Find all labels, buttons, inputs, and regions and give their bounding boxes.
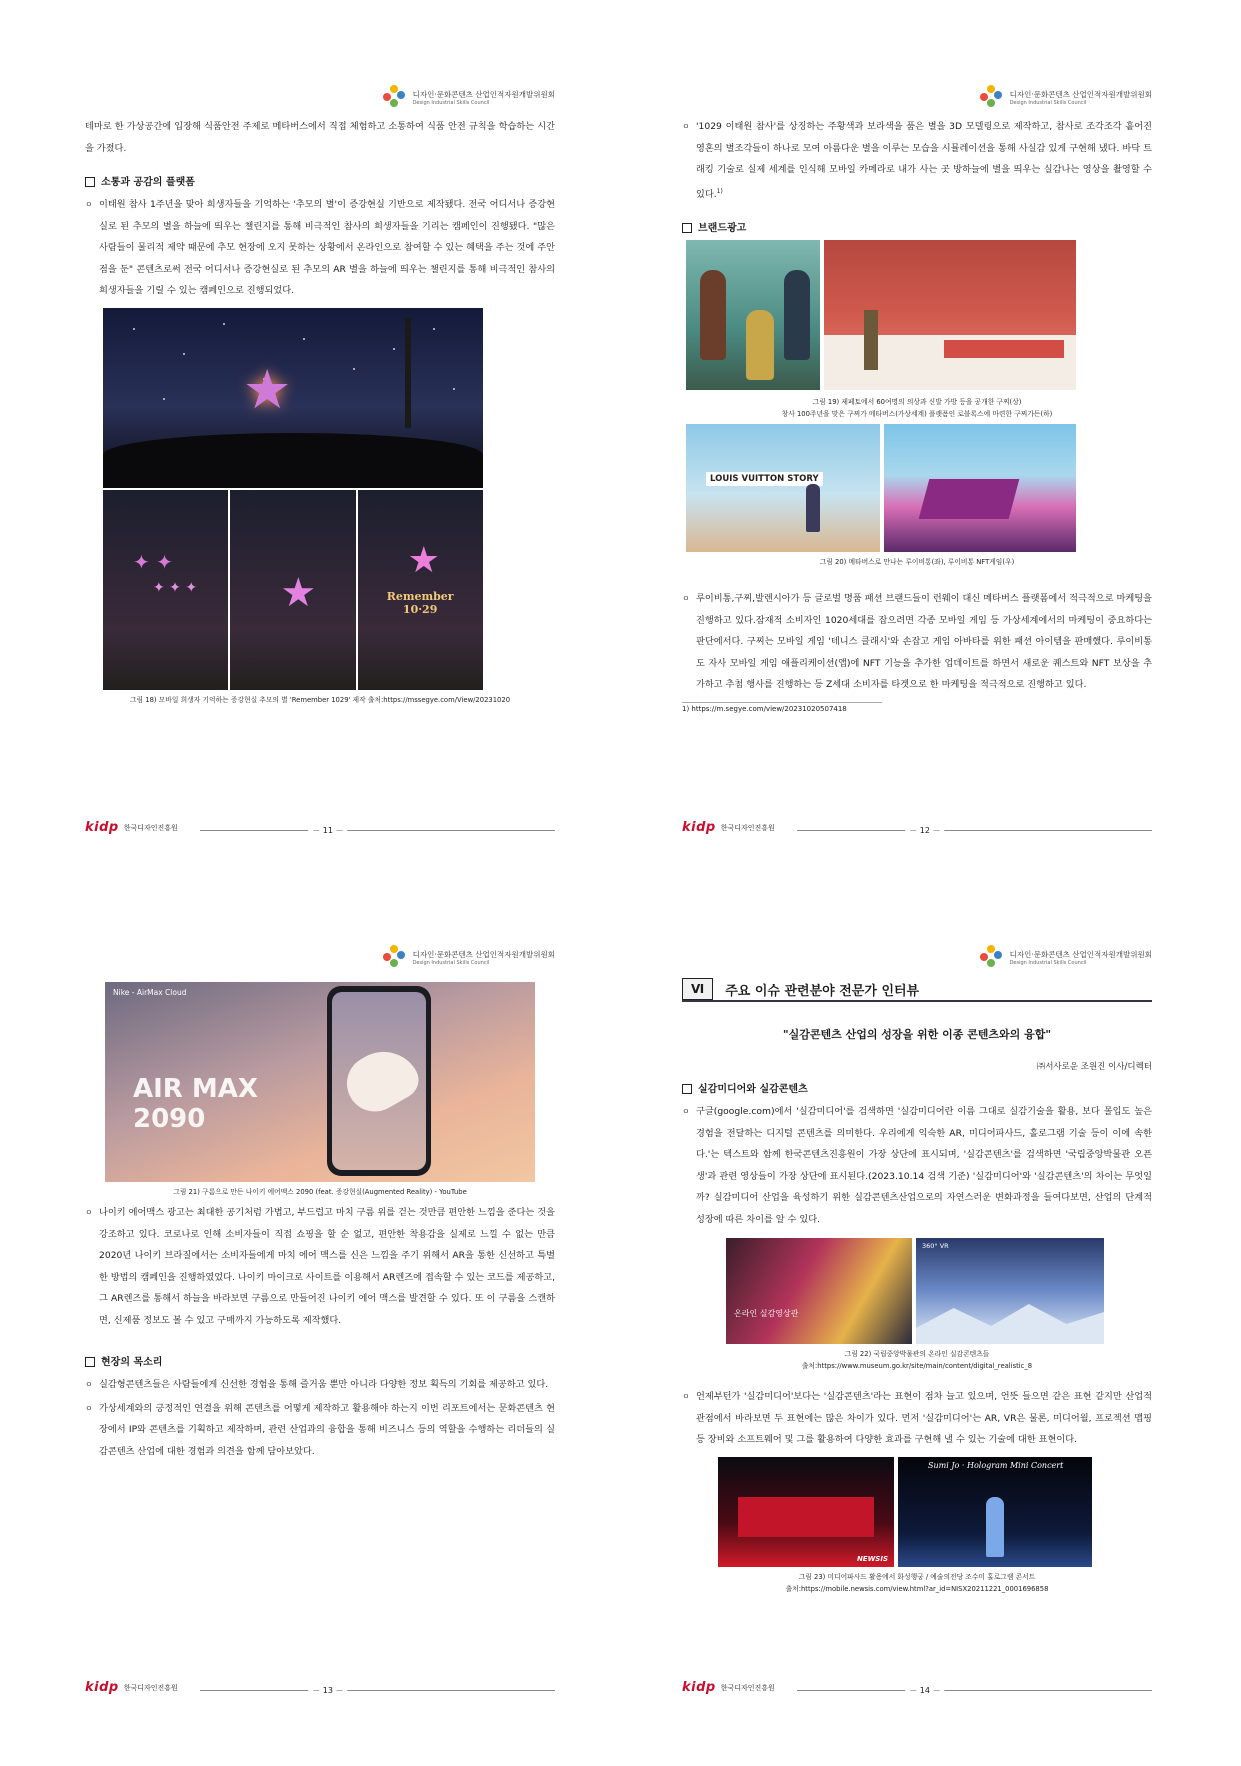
lv-sign: LOUIS VUITTON STORY bbox=[706, 472, 823, 486]
img-title-1: AIR MAX bbox=[133, 1074, 258, 1104]
gucci-images bbox=[686, 240, 1152, 390]
page-footer: kidp 한국디자인진흥원 － 12 － bbox=[682, 820, 1152, 840]
section-heading: 실감미디어와 실감콘텐츠 bbox=[682, 1080, 1152, 1095]
footnote-mark: 1) bbox=[716, 187, 723, 195]
bullet-paragraph: ㅇ 나이키 에어맥스 광고는 최대한 공기처럼 가볍고, 부드럽고 마치 구름 위를 걷는 것만큼 편안한 느낌을 준다는 것을 강조하고 있다. 코로나로 인해 소비자들이 직접 쇼핑을 할 순 없고, 편안한 착용감을 실제로 느낄 수 없는 만큼 2020년 나이키 브라질에서는 소비자들에게 마치 에어 맥스를 신은 느낌을 주기 위해서 AR을 통한 신선하고 특별한 방법의 캠페인을 진행하였었다. 나이키 마이크로 사이트를 이용해서 AR렌즈에 접속할 수 있는 코드를 제공하고, 그 AR렌즈를 통해서 하늘을 바라보면 구름으로 만들어진 나이키 에어 맥스를 발견할 수 있다. 또 이 구름을 스캔하면, 신제품 정보도 볼 수 있고 구매까지 가능하도록 제작했다. bbox=[85, 1202, 555, 1331]
page-number: － 13 － bbox=[308, 1685, 347, 1696]
page-number: － 11 － bbox=[308, 825, 347, 836]
council-logo-icon bbox=[383, 85, 407, 109]
img-title-2: 2090 bbox=[133, 1104, 206, 1134]
chapter-title: 주요 이슈 관련분야 전문가 인터뷰 bbox=[725, 983, 920, 999]
vr-landscape-image: 360° VR bbox=[916, 1238, 1104, 1344]
bullet-paragraph: ㅇ 구글(google.com)에서 '실감미디어'를 검색하면 '실감미디어란 이름 그대로 실감기술을 활용, 보다 몰입도 높은 경험을 전달하는 디지털 콘텐츠를 의미한다. 우리에게 익숙한 AR, 미디어파사드, 홀로그램 기술 등이 이에 속한다.'는 텍스트와 함께 한국콘텐츠진흥원이 가장 상단에 표시되며, '실감콘텐츠'를 검색하면 '국립중앙박물관 오픈생'과 관련 영상들이 가장 상단에 표시된다.(2023.10.14 검색 기준) '실감미디어'와 '실감콘텐츠'의 차이는 무엇일까? 실감미디어 산업을 육성하기 위한 실감콘텐츠산업으로의 자연스러운 변화과정을 들여다보면, 산업의 단계적 성장에 따른 차이를 알 수 있다. bbox=[682, 1101, 1152, 1230]
lv-nft-game-image bbox=[884, 424, 1076, 552]
figure-caption: 그림 23) 미디어파사드 활용에서 화성행궁 / 예술의전당 조수미 홀로그램 콘서트 bbox=[798, 1572, 1036, 1581]
section-heading: 소통과 공감의 플랫폼 bbox=[85, 173, 555, 188]
louis-vuitton-images bbox=[686, 424, 1152, 552]
page-header bbox=[383, 85, 555, 109]
council-logo-icon bbox=[383, 945, 407, 969]
museum-images bbox=[726, 1238, 1152, 1344]
intro-paragraph: 테마로 한 가상공간에 입장해 식품안전 주제로 메타버스에서 직접 체험하고 소통하여 식품 안전 규칙을 학습하는 시간을 가졌다. bbox=[85, 121, 555, 154]
page-footer: kidp 한국디자인진흥원 － 13 － bbox=[85, 1680, 555, 1700]
smartphone bbox=[327, 986, 431, 1176]
page-13 bbox=[85, 940, 555, 1700]
lv-metaverse-image bbox=[686, 424, 880, 552]
footnote: 1) https://m.segye.com/view/20231020507418 bbox=[682, 702, 882, 713]
header-org-en: Design Industrial Skills Council bbox=[412, 99, 490, 106]
council-logo-icon bbox=[980, 945, 1004, 969]
bullet-paragraph: ㅇ 루이비통,구찌,발렌시아가 등 글로벌 명품 패션 브랜드들이 런웨이 대신 메타버스 플랫폼에서 적극적으로 마케팅을 진행하고 있다.잠재적 소비자인 1020세대를 잡으려면 각종 모바일 게임 등 가상세계에서의 마케팅이 중요하다는 판단에서다. 구찌는 모바일 게임 '테니스 클래시'와 손잡고 게임 아바타를 위한 패션 아이템을 판매했다. 루이비통도 자사 모바일 게임 애플리케이션(앱)에 NFT 기능을 추가한 업데이트를 하면서 새로운 퀘스트와 NFT 보상을 추가하고 추첨 행사를 진행하는 등 Z세대 소비자를 타겟으로 한 마케팅을 적극적으로 진행하고 있다. bbox=[682, 588, 1152, 696]
bullet-paragraph: ㅇ 가상세계와의 긍정적인 연결을 위해 콘텐츠를 어떻게 제작하고 활용해야 하는지 이번 리포트에서는 문화콘텐츠 현장에서 IP와 콘텐츠를 기획하고 제작하며, 관련 산업과의 융합을 통해 비즈니스 등의 역할을 수행하는 리더들의 실감콘텐츠 산업에 대한 경험과 의견을 함께 담아보았다. bbox=[85, 1398, 555, 1463]
interviewee: ㈜서사로운 조원진 이사/디렉터 bbox=[1036, 1062, 1152, 1072]
page-footer: kidp 한국디자인진흥원 － 14 － bbox=[682, 1680, 1152, 1700]
council-logo-icon bbox=[980, 85, 1004, 109]
zepeto-gucci-image bbox=[686, 240, 820, 390]
chapter-heading bbox=[682, 978, 1152, 1002]
sumi-jo-hologram-image: Sumi Jo · Hologram Mini Concert bbox=[898, 1457, 1092, 1567]
remember-overlay: Remember 10·29 bbox=[386, 589, 454, 616]
bullet-paragraph: ㅇ 실감형콘텐츠들은 사람들에게 신선한 경험을 통해 즐거움 뿐만 아니라 다양한 정보 획득의 기회를 제공하고 있다. bbox=[85, 1374, 555, 1396]
figure-caption: 그림 18) 모바일 희생자 기억하는 증강현실 추모의 별 'Remember 1029' 제작 출처:https://mssegye.com/View/20231020 bbox=[129, 695, 511, 704]
bullet-paragraph: ㅇ '1029 이태원 참사'를 상징하는 주황색과 보라색을 품은 별을 3D 모델링으로 제작하고, 참사로 조각조각 흩어진 영혼의 별조각들이 하나로 모여 아름다운 별을 이루는 모습을 시뮬레이션을 통해 사실감 있게 구현해 냈다. 바닥 트래킹 기술로 실제 세계를 인식해 모바일 카메라로 내가 사는 곳 방하늘에 별을 띄우는 실감나는 영상을 촬영할 수 있다.$^{1)}$ bbox=[682, 116, 1152, 205]
figure-caption: 그림 20) 메타버스로 만나는 루이비통(좌), 루이비통 NFT게임(우) bbox=[819, 558, 1015, 567]
page-14 bbox=[682, 940, 1152, 1700]
page-number: － 14 － bbox=[905, 1685, 944, 1696]
bullet-paragraph: ㅇ 언제부턴가 '실감미디어'보다는 '실감콘텐츠'라는 표현이 점차 늘고 있으며, 언뜻 들으면 같은 표현 같지만 산업적 관점에서 바라보면 두 표현에는 많은 차이가 있다. 먼저 '실감미디어'는 AR, VR은 물론, 미디어월, 프로젝션 맵핑 등 장비와 소프트웨어 및 그를 활용하여 다양한 효과를 구현해 낼 수 있는 기술에 대한 표현이다. bbox=[682, 1386, 1152, 1451]
img-brand-label: Nike - AirMax Cloud bbox=[113, 988, 187, 997]
page-header: 디자인·문화콘텐츠 산업인적자원개발위원회 Design Industrial Skills Council bbox=[980, 85, 1152, 109]
section-heading: 현장의 목소리 bbox=[85, 1353, 555, 1368]
page-11 bbox=[85, 80, 555, 840]
nike-airmax-cloud-image bbox=[105, 982, 535, 1182]
online-immersive-hall-image: 온라인 실감영상관 bbox=[726, 1238, 912, 1344]
figure-caption: 창사 100주년을 맞은 구찌가 메타버스(가상세계) 플랫폼인 로블록스에 마련한 구찌가든(하) bbox=[781, 410, 1053, 419]
page-12 bbox=[682, 80, 1152, 840]
chapter-number: Ⅵ bbox=[682, 978, 713, 1000]
cloud-sneaker bbox=[337, 1038, 426, 1121]
figure-caption: 그림 22) 국립중앙박물관의 온라인 실감콘텐츠들 bbox=[844, 1350, 990, 1358]
ar-star-photo-bottom: ✦ ✦ ✦ ✦ ✦ ★ ★ Remember 10·29 bbox=[103, 490, 483, 690]
page-number: － 12 － bbox=[905, 825, 944, 836]
page-header: 디자인·문화콘텐츠 산업인적자원개발위원회 Design Industrial Skills Council bbox=[383, 945, 555, 969]
bullet-paragraph: ㅇ 이태원 참사 1주년을 맞아 희생자들을 기억하는 '추모의 별'이 증강현실 기반으로 제작됐다. 전국 어디서나 증강현실로 된 추모의 별을 하늘에 띄우는 챌린지를 통해 비극적인 참사의 희생자들을 기리는 캠페인이 진행됐다. "많은 사람들이 물리적 제약 때문에 추모 현장에 오지 못하는 상황에서 온라인으로 참여할 수 있는 혜택을 주는 것에 주안점을 둔" 콘텐츠로써 전국 어디서나 증강현실로 된 추모의 AR 별을 하늘에 띄우는 챌린지를 통해 비극적인 참사의 희생자들을 기릴 수 있는 캠페인으로 진행되었다. bbox=[85, 194, 555, 302]
figure-source: 출처:https://mobile.newsis.com/view.html?ar_id=NISX20211221_0001696858 bbox=[785, 1584, 1049, 1593]
kidp-logo: kidp bbox=[85, 820, 119, 835]
page-header: 디자인·문화콘텐츠 산업인적자원개발위원회 Design Industrial Skills Council bbox=[980, 945, 1152, 969]
namsan-tower bbox=[405, 318, 411, 428]
roblox-gucci-garden-image bbox=[824, 240, 1076, 390]
ar-star-icon: ★ bbox=[243, 357, 292, 421]
hwaseong-media-facade-image: NEWSIS bbox=[718, 1457, 894, 1567]
interview-title: "실감콘텐츠 산업의 성장을 위한 이종 콘텐츠와의 융합" bbox=[782, 1028, 1052, 1041]
ar-star-photo-top bbox=[103, 308, 483, 488]
figure-caption: 그림 21) 구름으로 만든 나이키 에어맥스 2090 (feat. 증강현실(Augmented Reality) - YouTube bbox=[173, 1188, 467, 1196]
section-heading: 브랜드광고 bbox=[682, 219, 1152, 234]
page-footer: kidp 한국디자인진흥원 － 11 － bbox=[85, 820, 555, 840]
media-facade-images bbox=[718, 1457, 1152, 1567]
figure-source: 출처:https://www.museum.go.kr/site/main/content/digital_realistic_8 bbox=[801, 1362, 1033, 1370]
header-org-ko: 디자인·문화콘텐츠 산업인적자원개발위원회 bbox=[412, 89, 555, 99]
figure-caption: 그림 19) 제페토에서 60여명의 의상과 신발 가방 등을 공개한 구찌(상) bbox=[812, 398, 1022, 407]
